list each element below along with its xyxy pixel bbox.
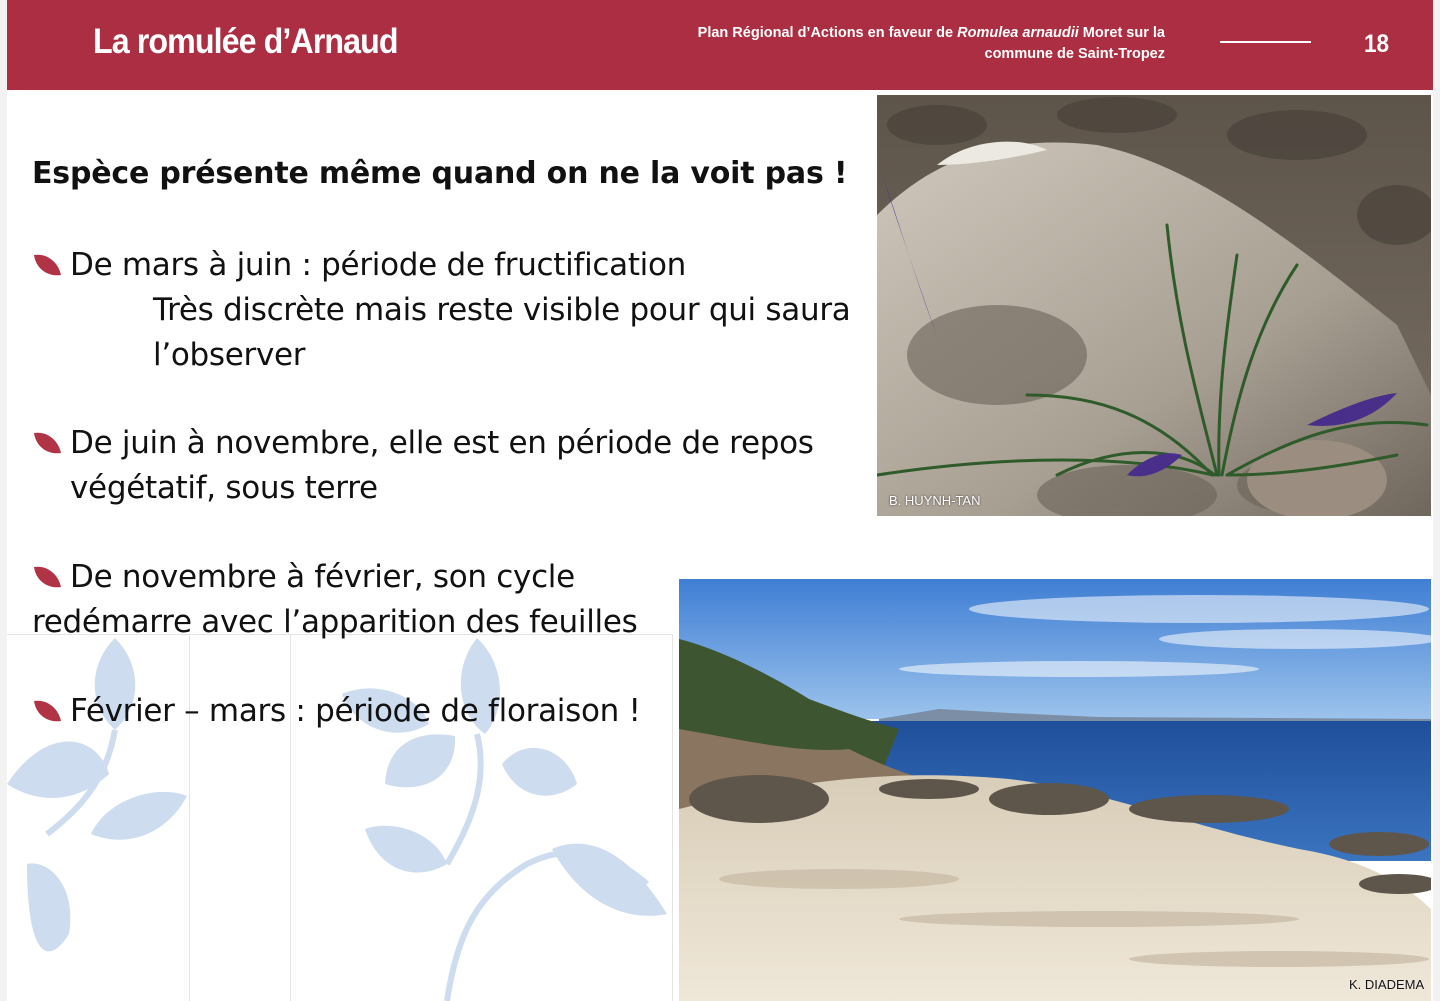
leaf-bullet-icon: [32, 431, 62, 455]
photo-plant-on-rock: [877, 95, 1431, 516]
bullet-1-line-1: De mars à juin : période de fructification: [70, 247, 687, 283]
bullet-1-line-3: l’observer: [153, 337, 306, 373]
content-heading: Espèce présente même quand on ne la voit pas !: [32, 156, 848, 191]
subtitle-line2: commune de Saint-Tropez: [984, 46, 1165, 62]
header-divider: [1220, 41, 1311, 43]
bullet-2-line-1: De juin à novembre, elle est en période de repos: [70, 425, 814, 461]
beach-photo-illustration: [679, 579, 1431, 1001]
bullet-3-line-1: De novembre à février, son cycle: [70, 559, 575, 595]
bullet-3-line-2: redémarre avec l’apparition des feuilles: [32, 604, 638, 640]
slide-title: La romulée d’Arnaud: [93, 22, 398, 61]
bullet-1-line-2: Très discrète mais reste visible pour qui saura: [153, 292, 851, 328]
subtitle-prefix: Plan Régional d’Actions en faveur de: [697, 25, 958, 41]
photo-beach: [679, 579, 1431, 1001]
page-number: 18: [1364, 30, 1390, 58]
slide: [7, 0, 1433, 1001]
header-subtitle: [645, 23, 1165, 65]
subtitle-species: Romulea arnaudii: [957, 25, 1079, 41]
leaf-bullet-icon: [32, 699, 62, 723]
leaf-bullet-icon: [32, 565, 62, 589]
slide-header: [7, 0, 1433, 90]
bullet-4-line-1: Février – mars : période de floraison !: [70, 693, 641, 729]
photo-credit-bottom: K. DIADEMA: [1349, 977, 1425, 992]
leaf-bullet-icon: [32, 253, 62, 277]
photo-credit-top: B. HUYNH-TAN: [889, 493, 981, 508]
plant-photo-illustration: [877, 95, 1431, 516]
subtitle-suffix: Moret sur la: [1078, 25, 1165, 41]
bullet-2-line-2: végétatif, sous terre: [70, 470, 378, 506]
